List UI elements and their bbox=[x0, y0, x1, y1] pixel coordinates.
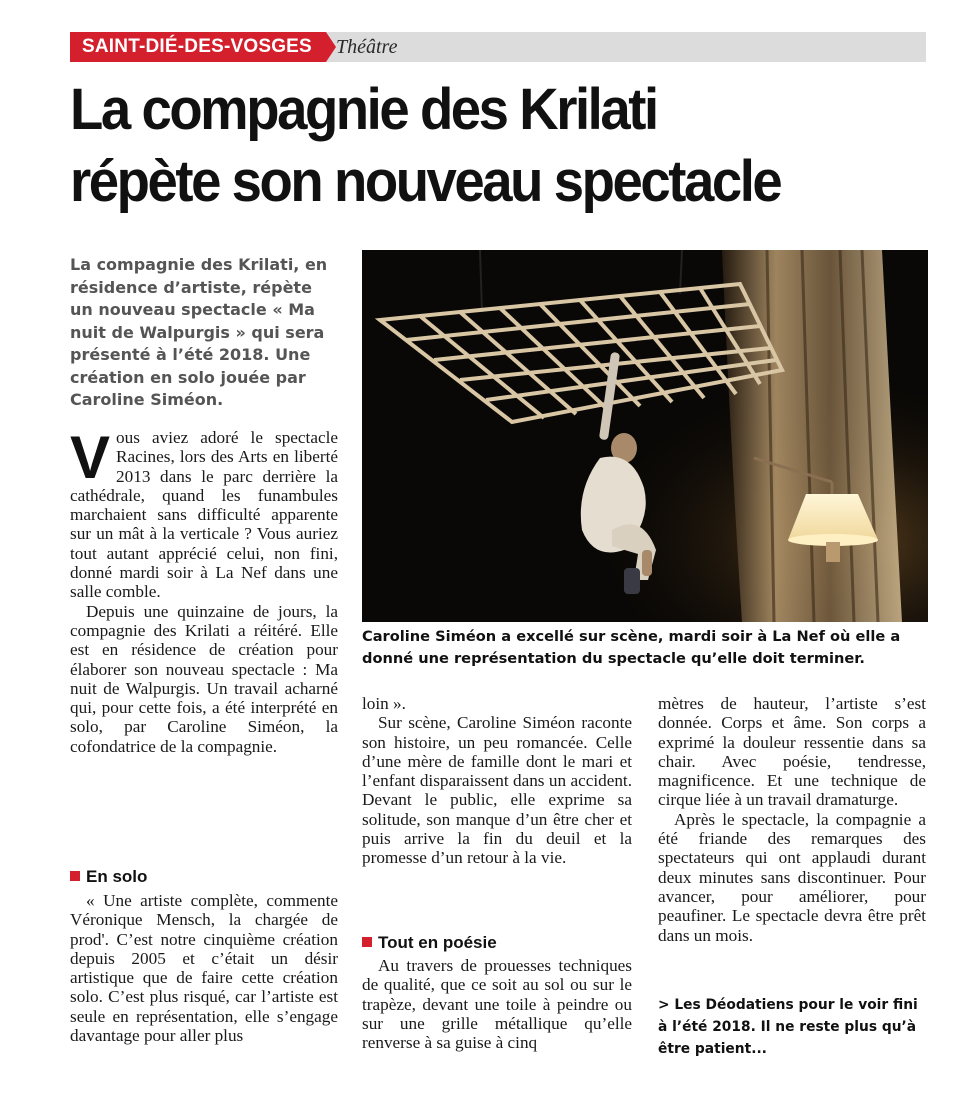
subhead-text: En solo bbox=[86, 867, 148, 886]
bullet-square-icon bbox=[70, 871, 80, 881]
subhead-text: Tout en poésie bbox=[378, 933, 497, 952]
subhead-tout-en-poesie bbox=[362, 932, 497, 954]
chapeau: La compagnie des Krilati, en résidence d’artiste, répète un nouveau spectacle « Ma nuit de Walpurgis » qui sera présenté à l’été 2018. Une création en solo jouée par Caroline Siméon. bbox=[70, 255, 328, 409]
paragraph-text: ous aviez adoré le spectacle Racines, lors des Arts en liberté 2013 dans le parc derrière la cathédrale, quand les funambules marchaient sans difficulté apparente sur un mât à la verticale ? Vous auriez tout autant apprécié celui, non fini, donné mardi soir à La Nef dans une salle comble. bbox=[70, 428, 338, 602]
column-1 bbox=[70, 424, 338, 756]
drop-cap: V bbox=[70, 424, 111, 491]
column-2 bbox=[362, 694, 632, 868]
stage-photo bbox=[362, 250, 928, 622]
closing-note: > Les Déodatiens pour le voir fini à l’été 2018. Il ne reste plus qu’à être patient... bbox=[658, 997, 918, 1057]
paragraph: « Une artiste complète, commente Véronique Mensch, la chargée de prod'. C’est notre cinquième création depuis 2005 et c’était un désir artistique que de faire cette création solo. C’est plus risqué, car l’artiste est seule en représentation, elle s’engage davantage pour aller plus bbox=[70, 891, 338, 1046]
paragraph: Après le spectacle, la compagnie a été friande des remarques des spectateurs qui ont applaudi durant deux minutes sans discontinuer. Pour avancer, pour améliorer, pour peaufiner. Le spectacle devra être prêt dans un mois. bbox=[658, 809, 926, 945]
paragraph: mètres de hauteur, l’artiste s’est donnée. Corps et âme. Son corps a exprimé la douleur ressentie dans sa chair. Avec poésie, tendresse, magnificence. Et une technique de cirque liée à un travail dramaturge. bbox=[658, 694, 926, 810]
paragraph bbox=[70, 424, 338, 602]
paragraph: Sur scène, Caroline Siméon raconte son histoire, un peu romancée. Celle d’une mère de famille dont le mari et l’enfant disparaissent dans un accident. Devant le public, elle exprime sa solitude, son manque d’un être cher et puis arrive la fin du deuil et la promesse d’un retour à la vie. bbox=[362, 713, 632, 868]
column-3 bbox=[658, 694, 926, 945]
headline-line-2: répète son nouveau spectacle bbox=[70, 149, 781, 214]
paragraph: Depuis une quinzaine de jours, la compagnie des Krilati a réitéré. Elle est en résidence de création pour élaborer son nouveau spectacle : Ma nuit de Walpurgis. Un travail acharné qui, pour cette fois, a été interprété en solo, par Caroline Siméon, la cofondatrice de la compagnie. bbox=[70, 601, 338, 756]
bullet-square-icon bbox=[362, 937, 372, 947]
headline-line-1: La compagnie des Krilati bbox=[70, 77, 657, 142]
rubric-label: Théâtre bbox=[336, 36, 398, 58]
column-2-continued bbox=[362, 956, 632, 1052]
subhead-en-solo bbox=[70, 866, 147, 888]
headline bbox=[70, 74, 897, 218]
column-1-continued bbox=[70, 891, 338, 1045]
aerialist-illustration bbox=[362, 250, 928, 622]
city-label: SAINT-DIÉ-DES-VOSGES bbox=[70, 32, 326, 62]
photo-caption: Caroline Siméon a excellé sur scène, mardi soir à La Nef où elle a donné une représentation du spectacle qu’elle doit terminer. bbox=[362, 628, 901, 667]
paragraph: loin ». bbox=[362, 694, 406, 713]
paragraph: Au travers de prouesses techniques de qualité, que ce soit au sol ou sur le trapèze, devant une toile à peindre ou sur une grille métallique qu’elle renverse à sa guise à cinq bbox=[362, 956, 632, 1053]
